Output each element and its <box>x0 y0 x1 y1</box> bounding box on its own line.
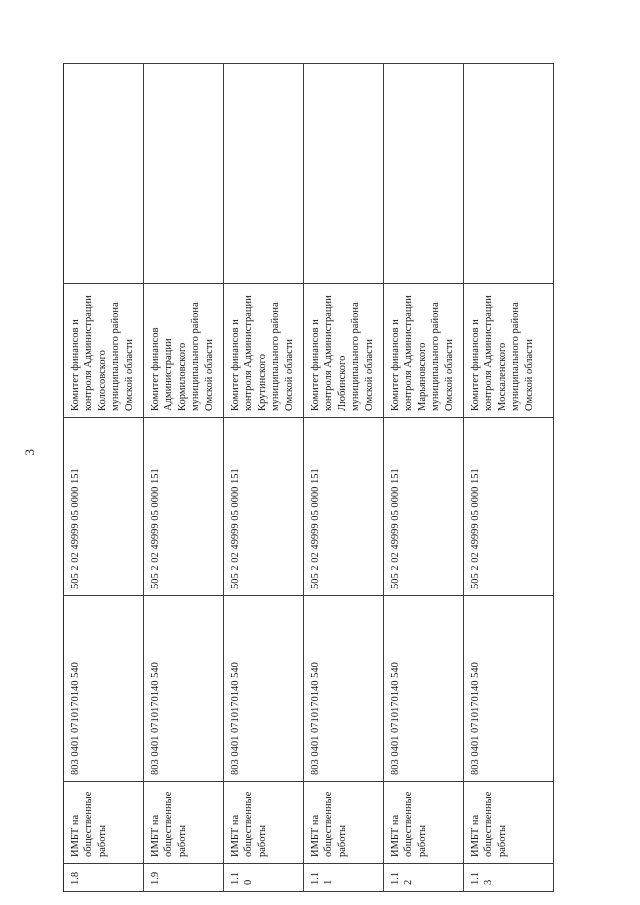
administrator-cell: Комитет финансов и контроля Администрации Марьяновского муниципального района Омской области <box>384 284 464 418</box>
expense-code-cell: 803 0401 0710170140 540 <box>384 596 464 782</box>
transfer-name-cell: ИМБТ на общественные работы <box>144 782 224 864</box>
revenue-code-cell: 505 2 02 49999 05 0000 151 <box>64 418 144 596</box>
revenue-code-cell: 505 2 02 49999 05 0000 151 <box>304 418 384 596</box>
table-row <box>64 64 144 892</box>
table-row <box>224 64 304 892</box>
empty-cell <box>384 64 464 284</box>
revenue-code-cell: 505 2 02 49999 05 0000 151 <box>224 418 304 596</box>
transfer-name-cell: ИМБТ на общественные работы <box>224 782 304 864</box>
transfer-name-cell: ИМБТ на общественные работы <box>304 782 384 864</box>
administrator-cell: Комитет финансов и контроля Администрации Москаленского муниципального района Омской области <box>464 284 554 418</box>
administrator-cell: Комитет финансов и контроля Администрации Любинского муниципального района Омской области <box>304 284 384 418</box>
transfer-name-cell: ИМБТ на общественные работы <box>64 782 144 864</box>
row-number-cell: 1.10 <box>224 864 304 892</box>
administrator-cell: Комитет финансов и контроля Администрации Крутинского муниципального района Омской области <box>224 284 304 418</box>
row-number-cell: 1.8 <box>64 864 144 892</box>
revenue-code-cell: 505 2 02 49999 05 0000 151 <box>144 418 224 596</box>
row-number-cell: 1.11 <box>304 864 384 892</box>
document-table-container <box>63 64 553 892</box>
table-row <box>304 64 384 892</box>
table-row <box>464 64 554 892</box>
transfer-name-cell: ИМБТ на общественные работы <box>464 782 554 864</box>
transfer-name-cell: ИМБТ на общественные работы <box>384 782 464 864</box>
page-number: 3 <box>22 448 37 456</box>
empty-cell <box>304 64 384 284</box>
empty-cell <box>224 64 304 284</box>
expense-code-cell: 803 0401 0710170140 540 <box>224 596 304 782</box>
expense-code-cell: 803 0401 0710170140 540 <box>144 596 224 782</box>
row-number-cell: 1.13 <box>464 864 554 892</box>
revenue-code-cell: 505 2 02 49999 05 0000 151 <box>384 418 464 596</box>
empty-cell <box>64 64 144 284</box>
table-row <box>384 64 464 892</box>
administrator-cell: Комитет финансов и контроля Администрации Колосовского муниципального района Омской области <box>64 284 144 418</box>
expense-code-cell: 803 0401 0710170140 540 <box>304 596 384 782</box>
expense-code-cell: 803 0401 0710170140 540 <box>64 596 144 782</box>
row-number-cell: 1.9 <box>144 864 224 892</box>
table-row <box>144 64 224 892</box>
empty-cell <box>144 64 224 284</box>
expense-code-cell: 803 0401 0710170140 540 <box>464 596 554 782</box>
empty-cell <box>464 64 554 284</box>
document-table <box>63 63 554 892</box>
administrator-cell: Комитет финансов Администрации Кормиловского муниципального района Омской области <box>144 284 224 418</box>
revenue-code-cell: 505 2 02 49999 05 0000 151 <box>464 418 554 596</box>
row-number-cell: 1.12 <box>384 864 464 892</box>
